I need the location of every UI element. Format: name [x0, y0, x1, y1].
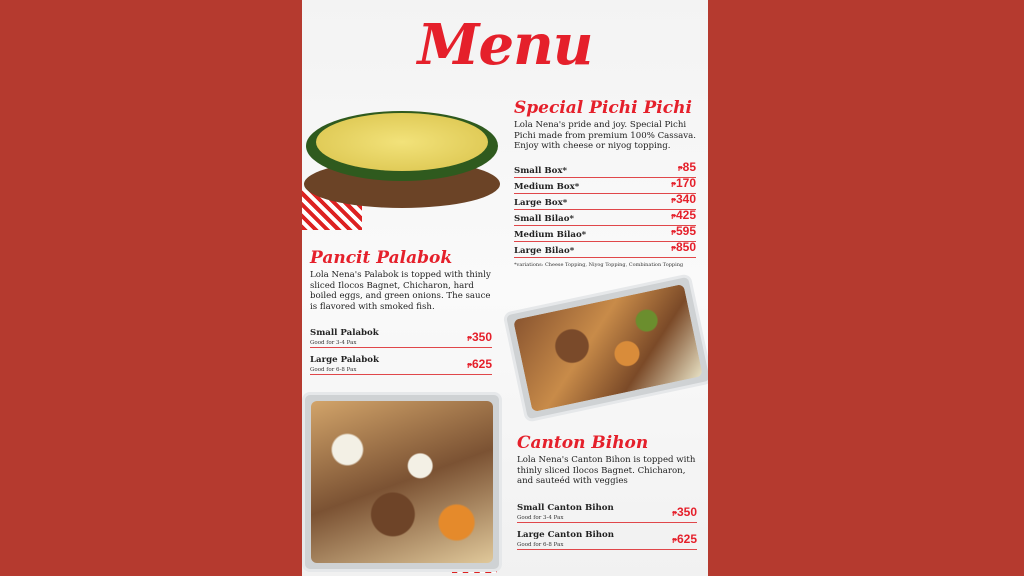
item-name: Medium Bilao*: [514, 229, 587, 240]
item-name: Large Box*: [514, 197, 568, 208]
price-row: [310, 322, 492, 348]
price-row: [517, 524, 697, 550]
price-row: [514, 223, 696, 242]
item-price: ₱350: [467, 330, 492, 345]
canton-bihon-tray-image: [502, 273, 708, 422]
item-price: ₱625: [467, 357, 492, 372]
variations-note: *variations: Cheese Topping, Niyog Topping, Combination Topping: [514, 261, 684, 268]
item-name: Small Canton Bihon Good for 3-4 Pax: [517, 502, 614, 521]
item-serving: Good for 6-8 Pax: [517, 541, 564, 548]
item-name: Small Box*: [514, 165, 568, 176]
peso-sign: ₱: [671, 229, 676, 237]
item-price: ₱85: [677, 159, 696, 174]
item-serving: Good for 6-8 Pax: [310, 367, 357, 374]
item-name: Large Canton Bihon Good for 6-8 Pax: [517, 529, 614, 548]
canton-bihon-section: [517, 433, 697, 551]
item-name: Large Palabok Good for 6-8 Pax: [310, 355, 379, 374]
item-price: ₱340: [671, 191, 696, 206]
item-price: ₱170: [671, 175, 696, 190]
peso-sign: ₱: [672, 510, 677, 518]
item-price: ₱425: [671, 207, 696, 222]
peso-sign: ₱: [677, 165, 683, 173]
section-description: Lola Nena's pride and joy. Special Pichi Pichi made from premium 100% Cassava. Enjoy with cheese or niyog topping.: [514, 120, 696, 152]
item-serving: Good for 3-4 Pax: [517, 514, 564, 521]
menu-panel: [302, 0, 708, 576]
item-price: ₱595: [671, 223, 696, 238]
price-row: [517, 497, 697, 523]
item-price: ₱850: [671, 239, 696, 254]
peso-sign: ₱: [671, 245, 676, 253]
item-name: Small Palabok Good for 3-4 Pax: [310, 328, 379, 347]
peso-sign: ₱: [467, 336, 472, 344]
pichi-pichi-image: [302, 105, 502, 230]
section-title: Special Pichi Pichi: [514, 98, 692, 118]
pancit-palabok-section: [310, 248, 492, 376]
peso-sign: ₱: [672, 537, 677, 545]
price-row: [514, 159, 696, 178]
item-name: Small Bilao*: [514, 213, 574, 224]
item-name: Large Bilao*: [514, 245, 575, 256]
peso-sign: ₱: [671, 213, 676, 221]
section-title: Canton Bihon: [517, 433, 649, 453]
price-row: [310, 349, 492, 375]
item-price: ₱625: [672, 531, 697, 546]
item-price: ₱350: [672, 504, 697, 519]
price-row: [514, 175, 696, 194]
peso-sign: ₱: [671, 197, 676, 205]
price-row: [514, 207, 696, 226]
item-serving: Good for 3-4 Pax: [310, 340, 357, 347]
peso-sign: ₱: [671, 181, 676, 189]
section-description: Lola Nena's Canton Bihon is topped with thinly sliced Ilocos Bagnet. Chicharon, and sauteéd with veggies: [517, 455, 696, 487]
price-row: [514, 191, 696, 210]
pichi-pichi-section: [514, 98, 696, 268]
peso-sign: ₱: [467, 363, 472, 371]
section-description: Lola Nena's Palabok is topped with thinly sliced Ilocos Bagnet, Chicharon, hard boiled eggs, and green onions. The sauce is flavored with smoked fish.: [310, 270, 491, 312]
pancit-palabok-tray-image: [302, 392, 502, 572]
price-row: [514, 239, 696, 258]
menu-title: Menu: [417, 12, 593, 78]
item-name: Medium Box*: [514, 181, 580, 192]
section-title: Pancit Palabok: [310, 248, 453, 268]
